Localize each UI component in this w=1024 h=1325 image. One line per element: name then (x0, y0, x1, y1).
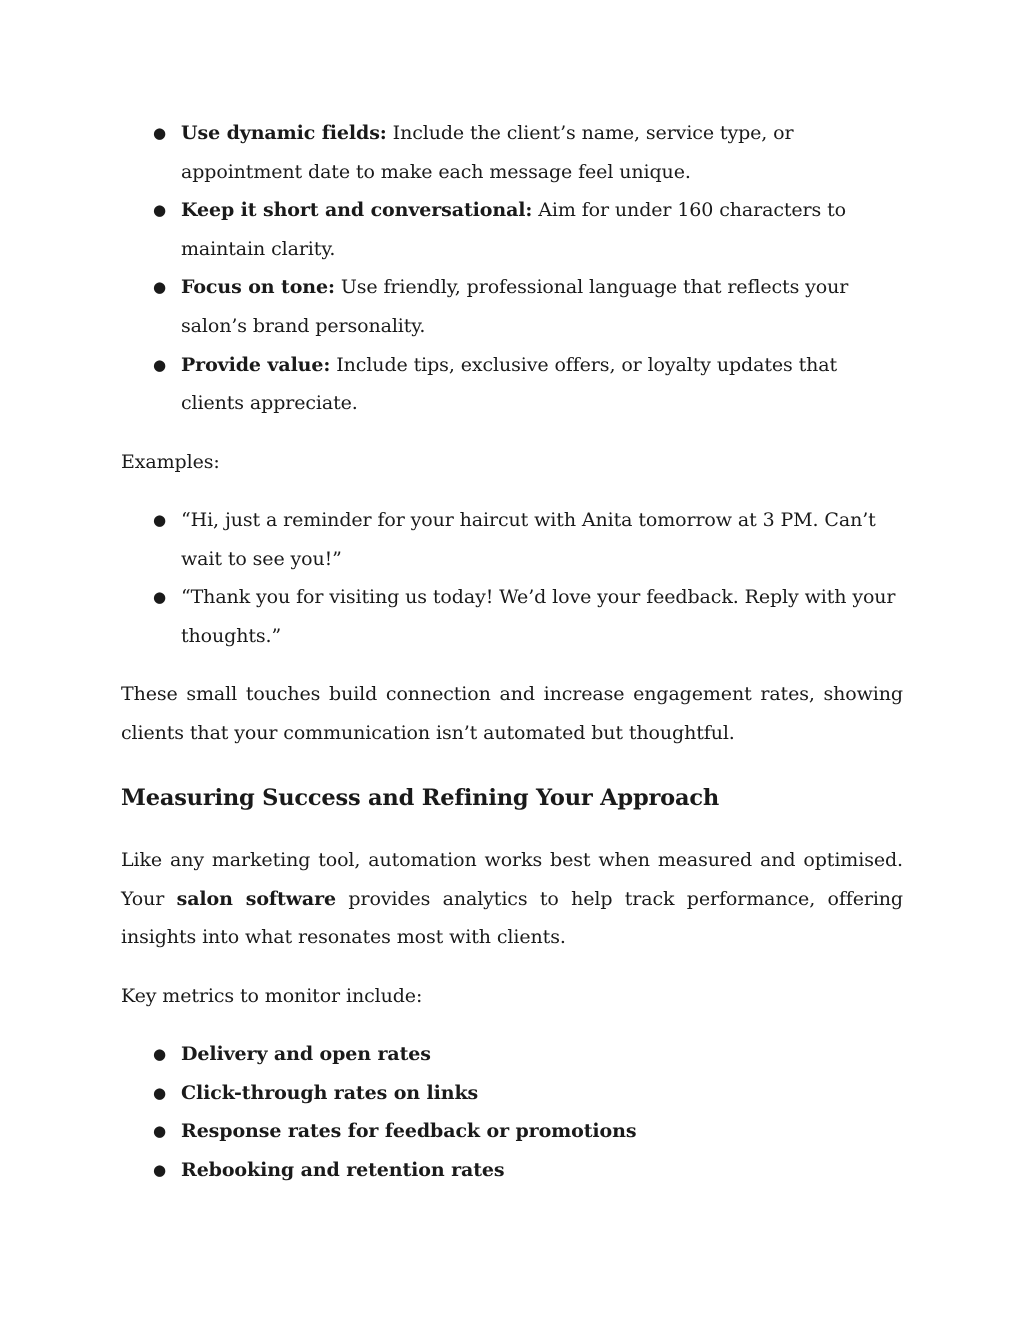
list-item (121, 1035, 903, 1074)
bullet-icon: ● (153, 201, 166, 220)
examples-list (121, 501, 903, 655)
list-item (121, 1151, 903, 1190)
bullet-icon: ● (153, 1045, 166, 1063)
bullet-icon: ● (153, 124, 166, 142)
tips-list (121, 114, 903, 423)
list-item (121, 1074, 903, 1113)
tip-text: Aim for under 160 characters to maintain clarity. (181, 199, 847, 260)
tip-label: Use dynamic fields: (181, 122, 387, 144)
list-item (121, 1112, 903, 1151)
list-item (121, 268, 903, 345)
bullet-icon: ● (153, 278, 166, 297)
list-item (121, 114, 903, 191)
tip-text: Use friendly, professional language that reflects your salon’s brand personality. (181, 276, 849, 337)
bullet-icon: ● (153, 355, 166, 374)
metric-text: Click-through rates on links (181, 1081, 479, 1104)
paragraph-text: provides analytics to help track performance, offering insights into what resonates most with clients. (121, 887, 903, 949)
metric-text: Rebooking and retention rates (181, 1158, 505, 1181)
example-text: “Hi, just a reminder for your haircut with Anita tomorrow at 3 PM. Can’t wait to see you!” (181, 509, 876, 570)
bullet-icon: ● (153, 1122, 166, 1141)
tip-text: Include tips, exclusive offers, or loyalty updates that clients appreciate. (181, 353, 838, 415)
salon-software-bold: salon software (176, 887, 337, 910)
list-item (121, 346, 903, 423)
summary-paragraph: These small touches build connection and increase engagement rates, showing clients that your communication isn’t automated but thoughtful. (121, 683, 903, 744)
bullet-icon: ● (153, 588, 166, 607)
metric-text: Delivery and open rates (181, 1043, 431, 1065)
tip-label: Focus on tone: (181, 276, 335, 299)
bullet-icon: ● (153, 1083, 166, 1102)
example-text: “Thank you for visiting us today! We’d love your feedback. Reply with your thoughts.” (181, 586, 896, 647)
metrics-list (121, 1035, 903, 1189)
bullet-icon: ● (153, 1160, 166, 1179)
bullet-icon: ● (153, 511, 166, 529)
metrics-intro: Key metrics to monitor include: (121, 985, 423, 1007)
examples-label: Examples: (121, 451, 220, 473)
metrics-list-block (121, 1035, 903, 1189)
section-paragraph (121, 841, 903, 957)
list-item (121, 501, 903, 578)
tip-label: Keep it short and conversational: (181, 199, 533, 222)
list-item (121, 191, 903, 268)
list-item (121, 578, 903, 655)
tip-text: Include the client’s name, service type, or appointment date to make each message feel unique. (181, 122, 794, 183)
tip-label: Provide value: (181, 353, 331, 376)
examples-list-block (121, 501, 903, 655)
tips-list-block (121, 114, 903, 423)
section-heading: Measuring Success and Refining Your Approach (121, 785, 719, 811)
paragraph-text: Like any marketing tool, automation works best when measured and optimised. Your (121, 849, 903, 910)
metric-text: Response rates for feedback or promotions (181, 1120, 637, 1143)
